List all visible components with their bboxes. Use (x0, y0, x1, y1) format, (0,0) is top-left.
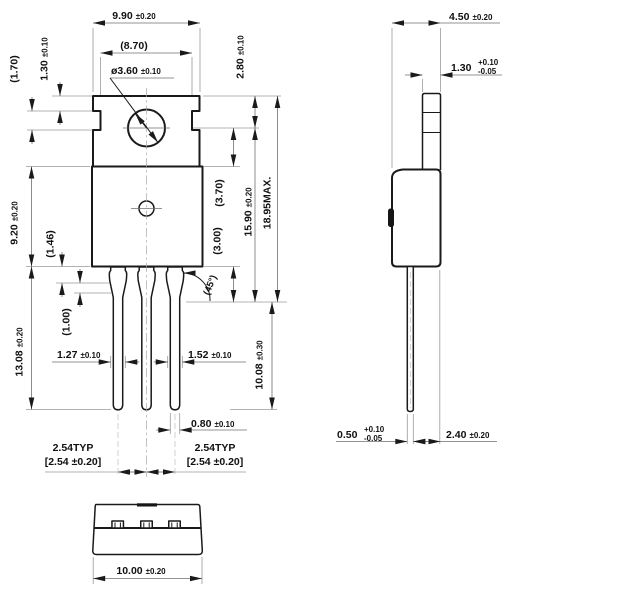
dim-tab-top-to-notch: 1.30±0.10 (38, 37, 51, 81)
lead-1 (109, 267, 126, 410)
dim-lead1-width: 1.27 ±0.10 (57, 349, 101, 361)
bottom-top-notch (137, 503, 157, 506)
dim-lead3-width: 1.52 ±0.10 (188, 349, 232, 361)
dim-body-thickness: 4.50 ±0.20 (449, 11, 493, 23)
dim-shoulder-bulge: (1.46) (44, 230, 57, 258)
side-body-geometry (388, 94, 441, 412)
side-body-bump (388, 209, 394, 228)
dim-lead-thickness: 0.50 +0.10 -0.05 (337, 425, 385, 443)
dim-body-height: 9.20±0.20 (8, 201, 21, 245)
dim-bottom-body-width: 10.00 ±0.20 (116, 565, 166, 577)
dim-lead-length: 13.08±0.20 (13, 327, 26, 377)
dim-hole-diameter: ø3.60 ±0.10 (111, 65, 161, 77)
dim-bulge-length: (1.00) (60, 308, 73, 336)
bottom-lead-stubs (112, 521, 180, 528)
dim-lead-to-back: 2.40 ±0.20 (446, 429, 490, 441)
bottom-body-outline (93, 505, 203, 555)
bottom-dimension (93, 557, 202, 584)
dim-pitch-left-tol: [2.54 ±0.20] (44, 456, 102, 468)
dim-pitch-right-typ: 2.54TYP (194, 442, 236, 454)
dim-notch-height: (1.70) (8, 55, 21, 83)
side-view (336, 11, 502, 444)
bottom-view (93, 503, 203, 584)
dim-hole-to-shoulder: 15.90±0.20 (242, 187, 255, 237)
dim-tab-width: 9.90 ±0.20 (112, 10, 156, 22)
lead-3 (166, 267, 183, 410)
dim-tab-thickness: 1.30 +0.10 -0.05 (451, 58, 499, 76)
dim-tab-top-to-hole: 2.80±0.10 (234, 35, 247, 79)
dim-chamfer-angle: (45°) (201, 273, 220, 297)
bottom-lead3 (169, 521, 181, 528)
front-body-geometry (92, 88, 203, 477)
front-view (9, 10, 288, 477)
bottom-lead1 (112, 521, 124, 528)
dim-shoulder-to-tip: 10.08±0.30 (253, 340, 266, 390)
dim-pitch-left-typ: 2.54TYP (52, 442, 94, 454)
side-tab-outline (423, 94, 441, 171)
bottom-lead2 (141, 521, 153, 528)
dim-overall-height: 18.95MAX. (261, 176, 274, 230)
dim-tab-inner-width: (8.70) (120, 40, 148, 52)
dim-shoulder-length: (3.00) (211, 227, 224, 255)
dim-hole-to-body-top: (3.70) (213, 179, 226, 207)
dim-pitch-right-tol: [2.54 ±0.20] (186, 456, 244, 468)
side-body-outline (392, 170, 441, 267)
dim-lead-tip-width: 0.80 ±0.10 (191, 418, 235, 430)
